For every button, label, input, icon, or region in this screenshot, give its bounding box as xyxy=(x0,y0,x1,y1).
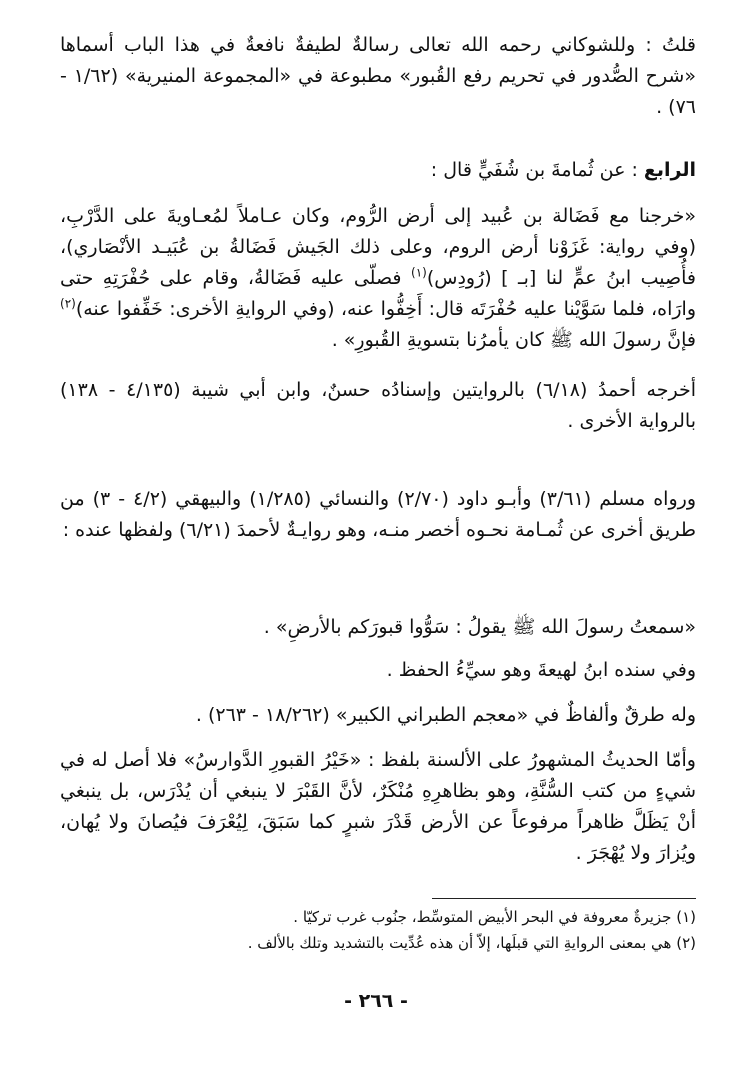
section-label: الرابع xyxy=(643,159,696,181)
paragraph-takhrij-ahmad: أخرجه أحمدُ (٦/١٨) بالروايتين وإسنادُه حسنٌ، وابن أبي شيبة (٤/١٣٥ - ١٣٨) بالرواية الأخرى . xyxy=(60,379,696,432)
paragraph-takhrij-muslim: ورواه مسلم (٣/٦١) وأبـو داود (٢/٧٠) والنسائي (١/٢٨٥) والبيهقي (٤/٢ - ٣) من طريق أخرى عن ثُمـامة نحـوه أخصر منـه، وهو روايـةٌ لأحمدَ (٦/٢١) ولفظها عنده : xyxy=(60,488,696,541)
hadith-text-part-1: «خرجنا مع فَضَالة بن عُبيد إلى أرض الرُّوم، وكان عـاملاً لمُعـاويةَ على الدَّرْبِ، (وفي رواية: غَزَوْنا أرض الروم، وعلى ذلك الجَيش فَضَالةُ بن عُبَيـد الأنْصَاري)، فأُصِيب ابنُ عمٍّ لنا [بـ ] (رُودِس) xyxy=(60,205,696,289)
hadith-text-part-3: فإنَّ رسولَ الله ﷺ كان يأمرُنا بتسويةِ القُبورِ» . xyxy=(331,329,696,351)
paragraph-tabarani: وله طرقٌ وألفاظٌ في «معجم الطبراني الكبير» (١٨/٢٦٢ - ٢٦٣) . xyxy=(195,704,696,726)
footnote-ref-2[interactable]: (٢) xyxy=(60,296,76,311)
footnote-1: (١) جزيرةٌ معروفة في البحر الأبيض المتوسِّط، جنُوب غرب تركيّا . xyxy=(293,908,696,926)
paragraph-khair-al-qubur: وأمّا الحديثُ المشهورُ على الألسنة بلفظ : «خَيْرُ القبورِ الدَّوارسُ» فلا أصل له في شيءٍ من كتب السُّنَّةِ، وهو بظاهرِهِ مُنْكَرٌ، لأنَّ القَبْرَ لا ينبغي أن يُدْرَس، بل ينبغي أنْ يَظَلَّ ظاهراً مرفوعاً عن الأرض قَدْرَ شبرٍ كما سَبَقَ، لِيُعْرَفَ فيُصانَ ولا يُهان، ويُزارَ ولا يُهْجَرَ . xyxy=(60,749,696,864)
paragraph-shawkani-note: قلتُ : وللشوكاني رحمه الله تعالى رسالةٌ لطيفةٌ نافعةٌ في هذا الباب أسماها «شرح الصُّدور في تحريم رفع القُبور» مطبوعة في «المجموعة المنيرية» (١/٦٢ - ٧٦) . xyxy=(60,34,696,118)
paragraph-hadith-fadala xyxy=(60,201,696,356)
page-number: - ٢٦٦ - xyxy=(344,990,408,1012)
footnote-separator xyxy=(432,898,696,899)
hadith-text-part-2: فصلّى عليه فَضَالةُ، وقام على حُفْرَتِهِ حتى وارَاه، فلما سَوَّيْنا عليه حُفْرَتَه قال: أَخِفُّوا عنه، (وفي الروايةِ الأخرى: خَفِّفوا عنه) xyxy=(60,267,696,320)
footnote-2: (٢) هي بمعنى الروايةِ التي قبلَها، إلاّ أن هذه عُدِّيت بالتشديد وتلك بالألف . xyxy=(247,934,696,952)
paragraph-ibn-lahia: وفي سنده ابنُ لهيعةَ وهو سيِّءُ الحفظ . xyxy=(386,659,696,681)
footnote-ref-1[interactable]: (١) xyxy=(411,265,427,280)
paragraph-fourth-heading xyxy=(60,155,696,186)
section-intro: : عن ثُمامةَ بن شُفَيٍّ قال : xyxy=(430,159,644,181)
paragraph-hadith-sawwu: «سمعتُ رسولَ الله ﷺ يقولُ : سَوُّوا قبورَكم بالأرضِ» . xyxy=(263,616,696,638)
